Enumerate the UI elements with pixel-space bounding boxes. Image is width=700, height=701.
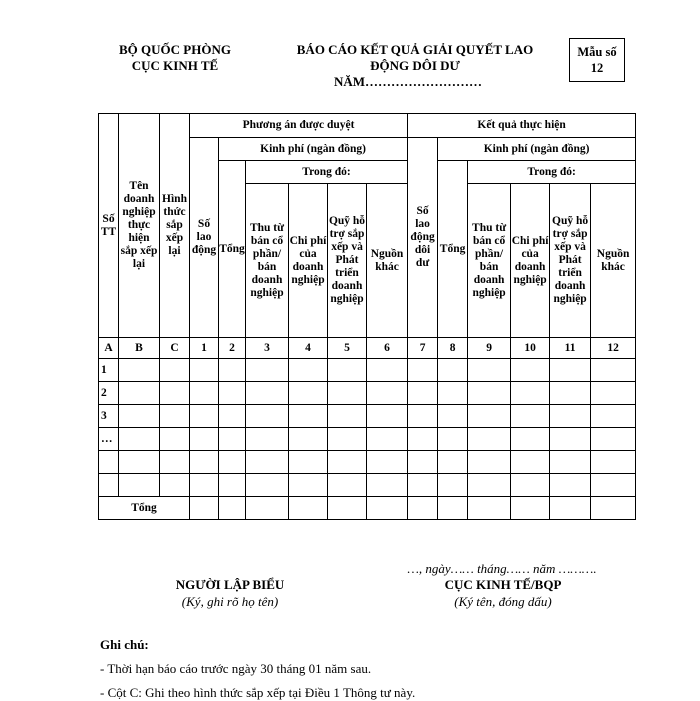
- header-equitization-plan: Thu từ bán cổ phần/ bán doanh nghiệp: [246, 184, 289, 338]
- form-number-box: [569, 38, 625, 82]
- note-item: - Thời hạn báo cáo trước ngày 30 tháng 01 năm sau.: [100, 661, 372, 676]
- header-other-result: Nguồn khác: [591, 184, 636, 338]
- ministry-header: [100, 42, 250, 74]
- year-line: NĂM………………………: [334, 74, 483, 89]
- department-signature: [403, 576, 603, 610]
- date-line: …, ngày…… tháng…… năm ……….: [407, 561, 597, 576]
- header-fund-result: Quỹ hỗ trợ sắp xếp và Phát triển doanh nghiệp: [550, 184, 591, 338]
- department-name: CỤC KINH TẾ: [131, 58, 219, 73]
- index-cell: 5: [328, 338, 367, 359]
- index-cell: 1: [190, 338, 219, 359]
- total-row: [99, 497, 636, 520]
- title-line-2: ĐỘNG DÔI DƯ: [370, 58, 460, 73]
- index-cell: 12: [591, 338, 636, 359]
- table-row: [99, 382, 636, 405]
- index-cell: 10: [511, 338, 550, 359]
- header-company: Tên doanh nghiệp thực hiện sắp xếp lại: [119, 114, 160, 338]
- header-other-plan: Nguồn khác: [367, 184, 408, 338]
- header-workers-plan: Số lao động: [190, 138, 219, 338]
- header-approved-plan: Phương án được duyệt: [190, 114, 408, 138]
- header-total-result: Tổng: [438, 161, 468, 338]
- preparer-title: NGƯỜI LẬP BIỂU: [175, 577, 285, 592]
- header-workers-result: Số lao động dôi dư: [408, 138, 438, 338]
- title-line-1: BÁO CÁO KẾT QUẢ GIẢI QUYẾT LAO: [296, 42, 534, 57]
- index-cell: 2: [219, 338, 246, 359]
- index-row: [99, 338, 636, 359]
- row-number: 1: [99, 359, 119, 382]
- total-label: Tổng: [99, 497, 190, 520]
- report-table: [98, 113, 636, 520]
- index-cell: 3: [246, 338, 289, 359]
- table-row: [99, 474, 636, 497]
- ministry-name: BỘ QUỐC PHÒNG: [119, 42, 231, 57]
- preparer-signature: [130, 576, 330, 610]
- header-company-expense-result: Chi phí của doanh nghiệp: [511, 184, 550, 338]
- row-number: 3: [99, 405, 119, 428]
- row-number: [99, 451, 119, 474]
- department-title: CỤC KINH TẾ/BQP: [444, 577, 562, 592]
- notes-section: [100, 637, 660, 701]
- header-form: Hình thức sắp xếp lại: [160, 114, 190, 338]
- index-cell: 4: [289, 338, 328, 359]
- table-row: [99, 359, 636, 382]
- form-number: 12: [590, 61, 604, 75]
- table-row: [99, 451, 636, 474]
- header-fund-plan: Quỹ hỗ trợ sắp xếp và Phát triển doanh nghiệp: [328, 184, 367, 338]
- index-cell: 6: [367, 338, 408, 359]
- note-item: - Cột C: Ghi theo hình thức sắp xếp tại Điều 1 Thông tư này.: [100, 685, 416, 700]
- row-number: 2: [99, 382, 119, 405]
- header-equitization-result: Thu từ bán cổ phần/ bán doanh nghiệp: [468, 184, 511, 338]
- header-of-which-plan: Trong đó:: [246, 161, 408, 184]
- notes-heading: Ghi chú:: [100, 637, 149, 652]
- index-cell: B: [119, 338, 160, 359]
- report-title: [270, 42, 560, 90]
- row-number: [99, 474, 119, 497]
- header-company-expense-plan: Chi phí của doanh nghiệp: [289, 184, 328, 338]
- preparer-note: (Ký, ghi rõ họ tên): [181, 594, 279, 609]
- header-of-which-result: Trong đó:: [468, 161, 636, 184]
- header-funding-result: Kinh phí (ngàn đồng): [438, 138, 636, 161]
- table-row: [99, 405, 636, 428]
- index-cell: C: [160, 338, 190, 359]
- department-note: (Ký tên, đóng dấu): [454, 594, 552, 609]
- header-stt: Số TT: [99, 114, 119, 338]
- index-cell: A: [99, 338, 119, 359]
- index-cell: 9: [468, 338, 511, 359]
- index-cell: 8: [438, 338, 468, 359]
- table-row: [99, 428, 636, 451]
- row-number: …: [99, 428, 119, 451]
- header-total-plan: Tổng: [219, 161, 246, 338]
- form-label: Mẫu số: [577, 45, 617, 59]
- header-funding-plan: Kinh phí (ngàn đồng): [219, 138, 408, 161]
- header-results: Kết quả thực hiện: [408, 114, 636, 138]
- index-cell: 7: [408, 338, 438, 359]
- index-cell: 11: [550, 338, 591, 359]
